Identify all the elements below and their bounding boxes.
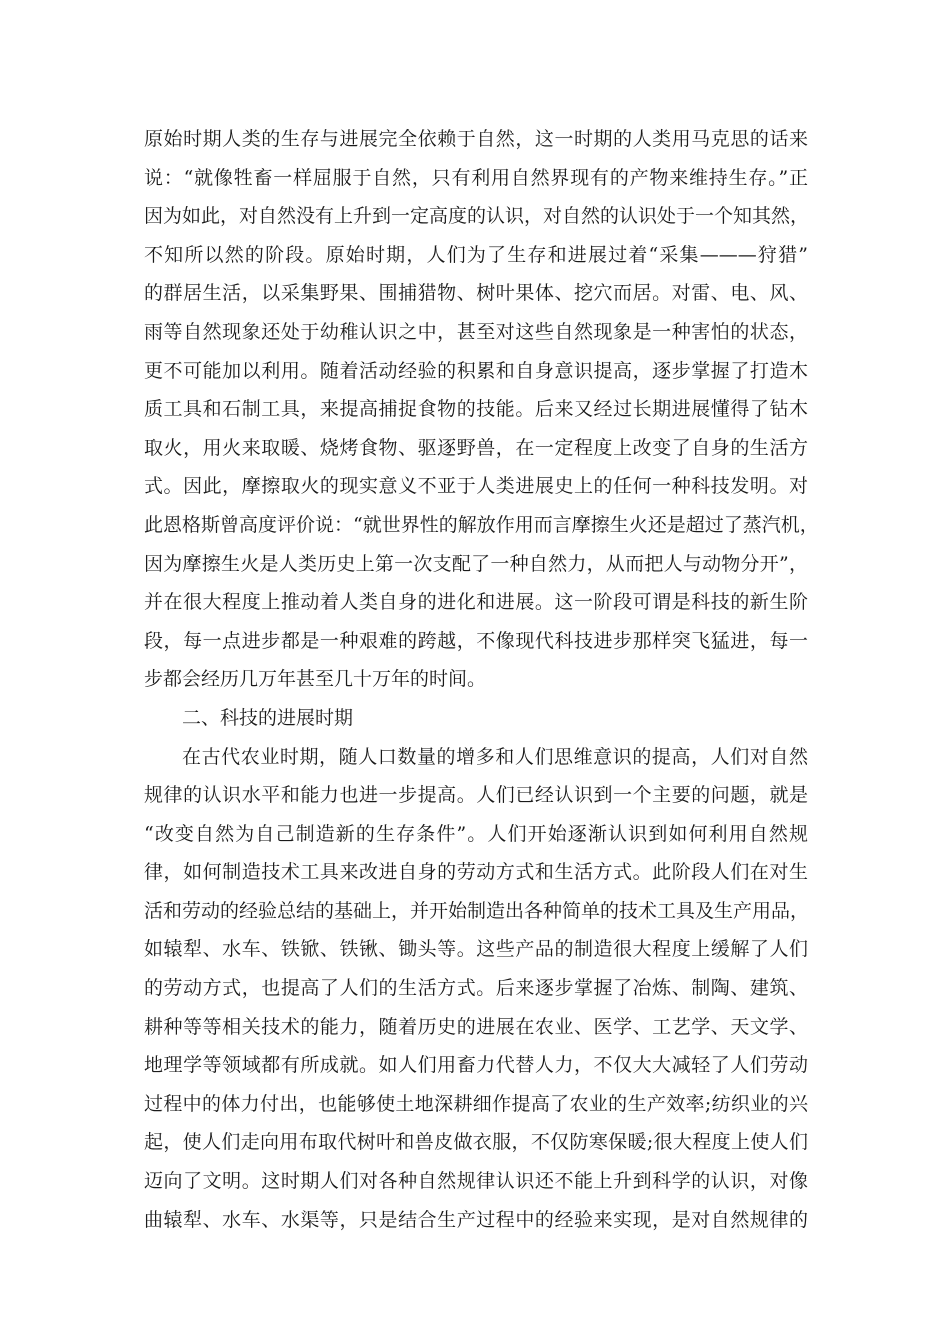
text-line: 活和劳动的经验总结的基础上，并开始制造出各种简单的技术工具及生产用品， — [144, 899, 810, 922]
text-line: 式。因此，摩擦取火的现实意义不亚于人类进展史上的任何一种科技发明。对 — [144, 475, 808, 498]
section-heading: 二、科技的进展时期 — [182, 706, 354, 729]
text-line: 因为摩擦生火是人类历史上第一次支配了一种自然力，从而把人与动物分开”， — [144, 552, 808, 575]
text-line: 更不可能加以利用。随着活动经验的积累和自身意识提高，逐步掌握了打造木 — [144, 359, 808, 382]
text-line: 不知所以然的阶段。原始时期，人们为了生存和进展过着“采集———狩猎” — [144, 243, 808, 266]
text-line: 律，如何制造技术工具来改进自身的劳动方式和生活方式。此阶段人们在对生 — [144, 861, 808, 884]
text-line: 曲辕犁、水车、水渠等，只是结合生产过程中的经验来实现，是对自然规律的 — [144, 1208, 808, 1231]
text-line: 质工具和石制工具，来提高捕捉食物的技能。后来又经过长期进展懂得了钻木 — [144, 398, 808, 421]
text-line: 的群居生活，以采集野果、围捕猎物、树叶果体、挖穴而居。对雷、电、风、 — [144, 282, 808, 305]
text-line: 取火，用火来取暖、烧烤食物、驱逐野兽，在一定程度上改变了自身的生活方 — [144, 436, 808, 459]
paragraph-development-era — [144, 738, 808, 1240]
text-line: 迈向了文明。这时期人们对各种自然规律认识还不能上升到科学的认识，对像 — [144, 1170, 808, 1193]
text-line: 如辕犁、水车、铁锨、铁锹、锄头等。这些产品的制造很大程度上缓解了人们 — [144, 938, 808, 961]
text-line: 段，每一点进步都是一种艰难的跨越，不像现代科技进步那样突飞猛进，每一 — [144, 629, 808, 652]
text-line: 因为如此，对自然没有上升到一定高度的认识，对自然的认识处于一个知其然， — [144, 205, 810, 228]
paragraph-primitive-era — [144, 120, 819, 699]
text-line: 的劳动方式，也提高了人们的生活方式。后来逐步掌握了冶炼、制陶、建筑、 — [144, 977, 808, 1000]
text-line: 原始时期人类的生存与进展完全依赖于自然，这一时期的人类用马克思的话来 — [144, 128, 808, 150]
text-line: 过程中的体力付出，也能够使土地深耕细作提高了农业的生产效率;纺织业的兴 — [144, 1092, 808, 1115]
text-line: 在古代农业时期，随人口数量的增多和人们思维意识的提高，人们对自然 — [182, 745, 808, 768]
text-line: 并在很大程度上推动着人类自身的进化和进展。这一阶段可谓是科技的新生阶 — [144, 591, 808, 614]
text-line: 耕种等等相关技术的能力，随着历史的进展在农业、医学、工艺学、天文学、 — [144, 1015, 808, 1038]
text-line: 规律的认识水平和能力也进一步提高。人们已经认识到一个主要的问题，就是 — [144, 784, 808, 807]
document-body — [144, 120, 819, 1239]
text-line: 此恩格斯曾高度评价说：“就世界性的解放作用而言摩擦生火还是超过了蒸汽机， — [144, 513, 819, 536]
text-line: 步都会经历几万年甚至几十万年的时间。 — [144, 668, 487, 691]
text-line: 说：“就像牲畜一样屈服于自然，只有利用自然界现有的产物来维持生存。”正 — [144, 166, 808, 189]
text-line: 雨等自然现象还处于幼稚认识之中，甚至对这些自然现象是一种害怕的状态， — [144, 320, 808, 343]
text-line: 地理学等领域都有所成就。如人们用畜力代替人力，不仅大大减轻了人们劳动 — [144, 1054, 808, 1077]
text-line: 起，使人们走向用布取代树叶和兽皮做衣服，不仅防寒保暖;很大程度上使人们 — [144, 1131, 808, 1154]
text-line: “改变自然为自己制造新的生存条件”。人们开始逐渐认识到如何利用自然规 — [144, 822, 808, 845]
